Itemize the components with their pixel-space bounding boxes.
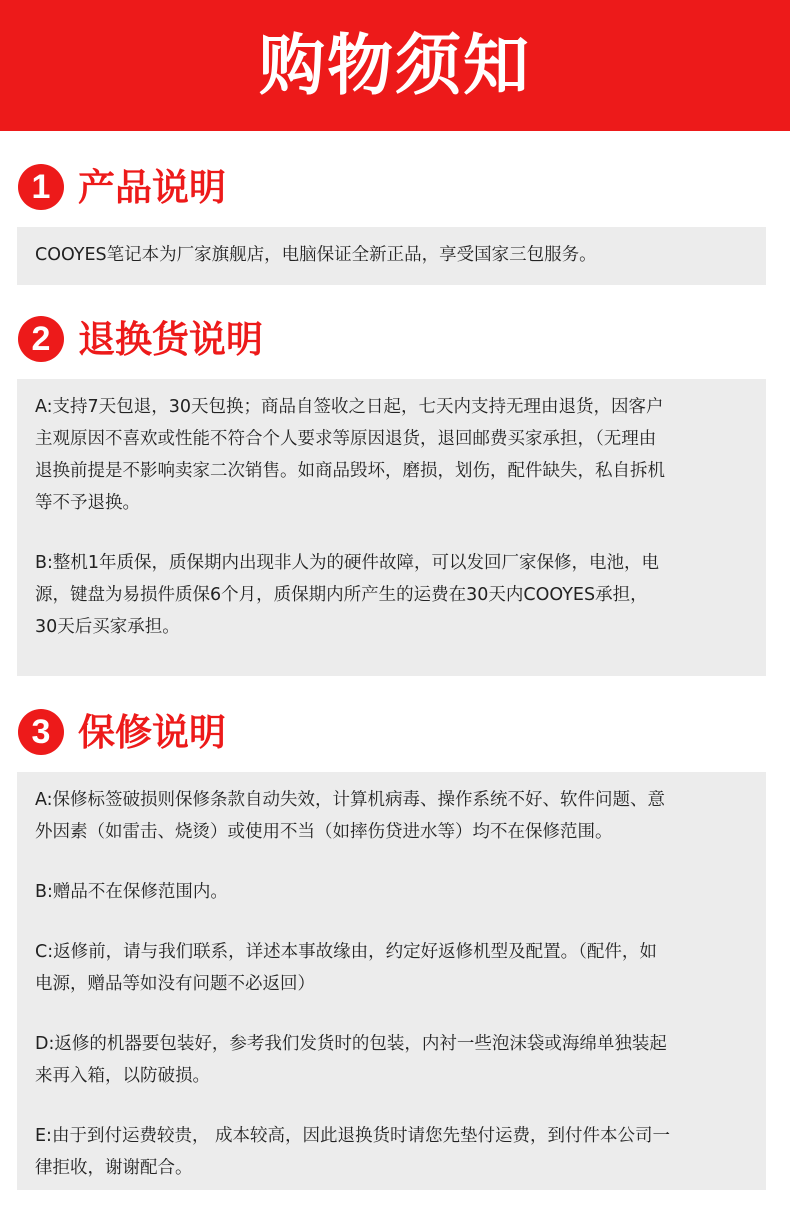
section-number-badge: 2 xyxy=(18,316,64,362)
paragraph: A:保修标签破损则保修条款自动失效，计算机病毒、操作系统不好、软件问题、意 外因素（如雷击、烧烫）或使用不当（如摔伤贷进水等）均不在保修范围。 xyxy=(35,790,666,842)
paragraph: C:返修前，请与我们联系，详述本事故缘由，约定好返修机型及配置。（配件，如 电源，赠品等如没有问题不必返回） xyxy=(35,942,657,994)
paragraph: COOYES笔记本为厂家旗舰店，电脑保证全新正品，享受国家三包服务。 xyxy=(35,245,597,265)
section-header-returns xyxy=(18,310,263,368)
paragraph: E:由于到付运费较贵， 成本较高，因此退换货时请您先垫付运费，到付件本公司一 律拒收，谢谢配合。 xyxy=(35,1126,671,1178)
section-header-product xyxy=(18,158,226,216)
section-title: 产品说明 xyxy=(78,165,226,209)
header-banner xyxy=(0,0,790,131)
section-number-badge: 3 xyxy=(18,709,64,755)
page-title: 购物须知 xyxy=(259,26,531,104)
paragraph: D:返修的机器要包装好，参考我们发货时的包装，内衬一些泡沫袋或海绵单独装起 来再入箱，以防破损。 xyxy=(35,1034,667,1086)
section-header-warranty xyxy=(18,703,226,761)
section-body-returns xyxy=(17,379,766,676)
section-body-product xyxy=(17,227,766,285)
paragraph: B:赠品不在保修范围内。 xyxy=(35,882,228,902)
section-title: 退换货说明 xyxy=(78,317,263,361)
section-number-badge: 1 xyxy=(18,164,64,210)
paragraph: B:整机1年质保，质保期内出现非人为的硬件故障，可以发回厂家保修，电池，电 源，键盘为易损件质保6个月，质保期内所产生的运费在30天内COOYES承担， 30天后买家承担。 xyxy=(35,553,660,637)
section-title: 保修说明 xyxy=(78,710,226,754)
paragraph: A:支持7天包退，30天包换；商品自签收之日起，七天内支持无理由退货，因客户 主观原因不喜欢或性能不符合个人要求等原因退货，退回邮费买家承担，（无理由 退换前提是不影响卖家二次销售。如商品毁坏，磨损，划伤，配件缺失，私自拆机 等不予退换。 xyxy=(35,397,665,513)
section-body-warranty xyxy=(17,772,766,1190)
